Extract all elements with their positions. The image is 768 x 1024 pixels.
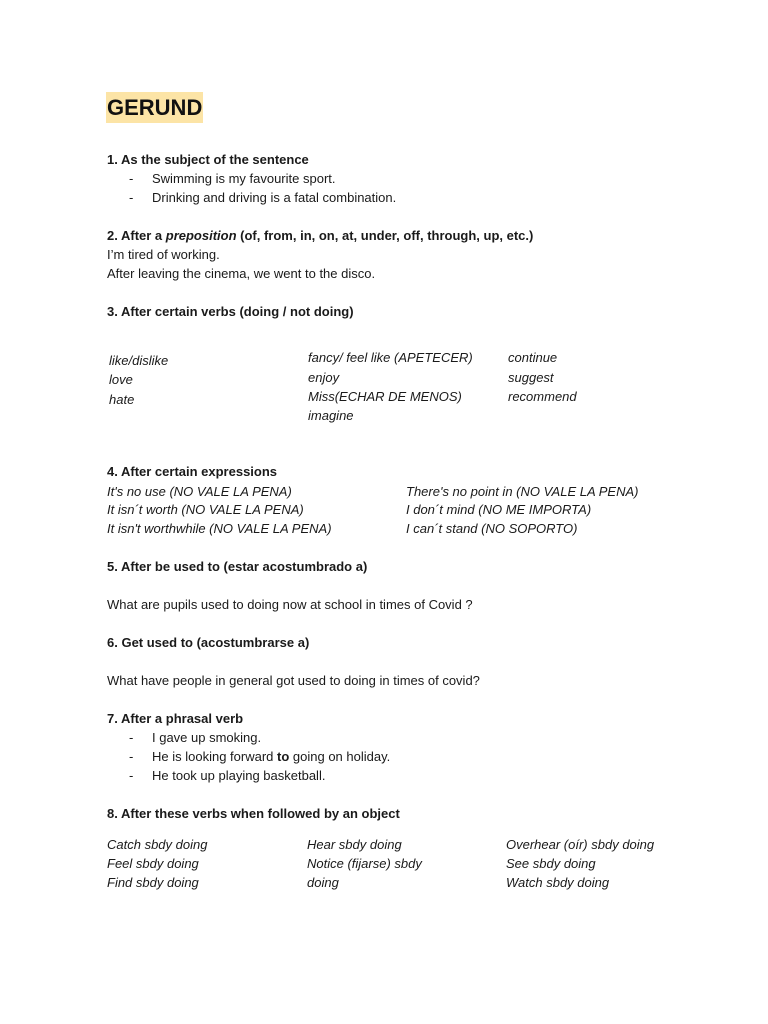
section-7-heading: 7. After a phrasal verb: [107, 711, 244, 726]
bullet-dash: -: [129, 768, 134, 783]
list-item-text: He took up playing basketball.: [152, 768, 326, 783]
verb-item: doing: [307, 875, 339, 890]
section-2-heading: [107, 226, 533, 245]
bullet-dash: -: [129, 190, 134, 205]
heading-part: 2. After a: [107, 228, 166, 243]
list-item-text: Swimming is my favourite sport.: [152, 171, 336, 186]
section-4-heading: 4. After certain expressions: [107, 464, 278, 479]
question-text: What have people in general got used to doing in times of covid?: [107, 673, 480, 688]
example-line: After leaving the cinema, we went to the disco.: [107, 266, 376, 281]
verb-item: See sbdy doing: [506, 856, 596, 871]
verb-item: fancy/ feel like (APETECER): [308, 350, 473, 365]
verb-item: Hear sbdy doing: [307, 837, 402, 852]
heading-emphasis: preposition: [165, 228, 237, 243]
list-item-text: [152, 747, 390, 766]
list-item-text: Drinking and driving is a fatal combination.: [152, 190, 397, 205]
section-3-heading: 3. After certain verbs (doing / not doing): [107, 304, 354, 319]
expression-item: It's no use (NO VALE LA PENA): [107, 484, 292, 499]
question-text: What are pupils used to doing now at school in times of Covid ?: [107, 597, 473, 612]
text-part: going on holiday.: [289, 749, 391, 764]
verb-item: Notice (fijarse) sbdy: [307, 856, 422, 871]
verb-item: recommend: [508, 389, 577, 404]
expression-item: There's no point in (NO VALE LA PENA): [406, 484, 639, 499]
verb-item: Watch sbdy doing: [506, 875, 610, 890]
verb-item: suggest: [508, 370, 554, 385]
section-5-heading: 5. After be used to (estar acostumbrado a): [107, 559, 368, 574]
bullet-dash: -: [129, 730, 134, 745]
verb-item: Find sbdy doing: [107, 875, 199, 890]
bullet-dash: -: [129, 171, 134, 186]
heading-part: (of, from, in, on, at, under, off, through, up, etc.): [236, 228, 534, 243]
list-item-text: I gave up smoking.: [152, 730, 262, 745]
bullet-dash: -: [129, 749, 134, 764]
section-1-heading: 1. As the subject of the sentence: [107, 152, 309, 167]
verb-item: Feel sbdy doing: [107, 856, 199, 871]
verb-item: Miss(ECHAR DE MENOS): [308, 389, 462, 404]
verb-item: like/dislike: [109, 353, 169, 368]
bold-word: to: [277, 749, 290, 764]
verb-item: hate: [109, 392, 135, 407]
verb-item: love: [109, 372, 133, 387]
expression-item: I don´t mind (NO ME IMPORTA): [406, 502, 592, 517]
example-line: I’m tired of working.: [107, 247, 220, 262]
verb-item: enjoy: [308, 370, 340, 385]
expression-item: It isn´t worth (NO VALE LA PENA): [107, 502, 304, 517]
expression-item: It isn't worthwhile (NO VALE LA PENA): [107, 521, 332, 536]
section-8-heading: 8. After these verbs when followed by an object: [107, 806, 400, 821]
page-title: GERUND: [106, 92, 203, 123]
text-part: He is looking forward: [152, 749, 277, 764]
section-6-heading: 6. Get used to (acostumbrarse a): [107, 635, 310, 650]
verb-item: continue: [508, 350, 558, 365]
expression-item: I can´t stand (NO SOPORTO): [406, 521, 578, 536]
verb-item: Catch sbdy doing: [107, 837, 208, 852]
verb-item: Overhear (oír) sbdy doing: [506, 837, 655, 852]
verb-item: imagine: [308, 408, 354, 423]
